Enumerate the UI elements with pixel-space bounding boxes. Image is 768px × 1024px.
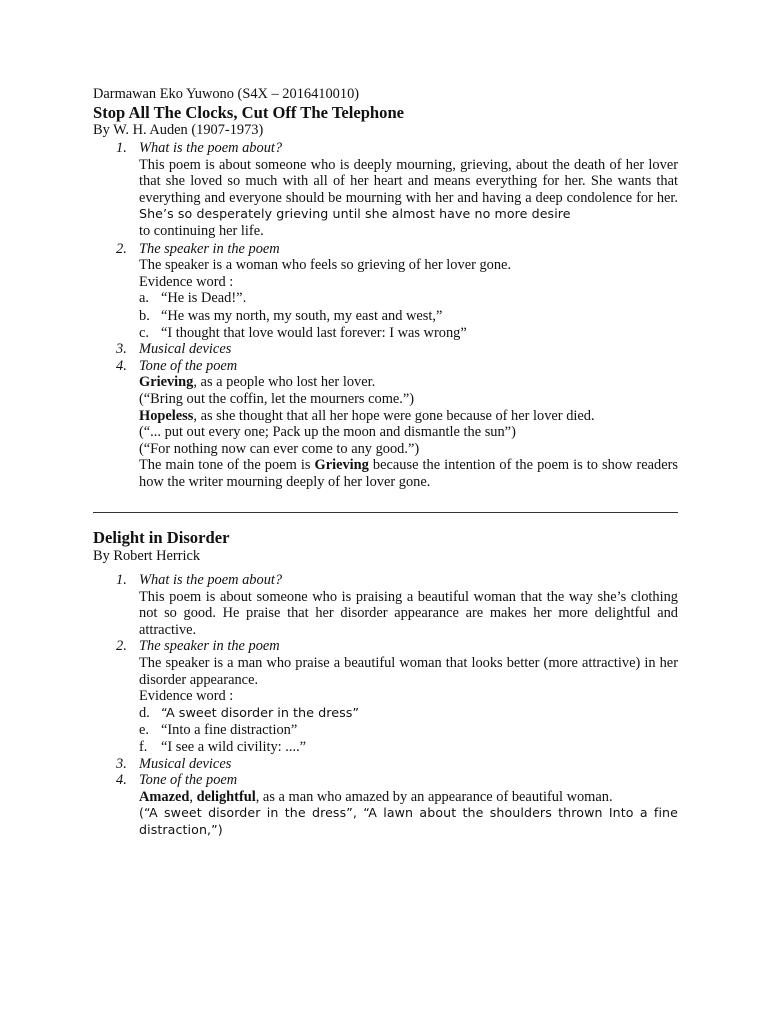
tone-line <box>139 408 678 425</box>
evidence-item <box>139 325 678 342</box>
poem1-byline: By W. H. Auden (1907-1973) <box>93 121 264 138</box>
poem1-question-4 <box>116 358 678 491</box>
evidence-label: Evidence word : <box>139 688 234 705</box>
evidence-letter: f. <box>139 738 148 755</box>
evidence-quote: “He is Dead!” <box>161 290 243 307</box>
poem2-byline: By Robert Herrick <box>93 548 201 564</box>
evidence-quote: “I see a wild civility: ....” <box>161 738 307 755</box>
evidence-letter: a. <box>139 290 149 307</box>
tone-quote: (“Bring out the coffin, let the mourners come.”) <box>139 390 415 407</box>
question-heading: The speaker in the poem <box>139 638 280 655</box>
tone-line <box>139 789 678 806</box>
tone-quote: (“... put out every one; Pack up the moon and dismantle the sun”) <box>139 424 516 441</box>
question-number: 4. <box>116 772 127 789</box>
answer-text-part: to continuing her life. <box>139 222 264 239</box>
question-number: 3. <box>116 755 127 772</box>
poem1-header <box>93 86 678 138</box>
question-heading: What is the poem about? <box>139 572 283 588</box>
question-heading: What is the poem about? <box>139 140 283 156</box>
question-number: 4. <box>116 357 127 374</box>
main-tone-keyword: Grieving <box>314 457 369 474</box>
question-number: 1. <box>116 140 127 156</box>
question-number: 1. <box>116 572 127 588</box>
tone-description: , as a man who amazed by an appearance of beautiful woman. <box>255 788 613 805</box>
question-heading: The speaker in the poem <box>139 240 280 257</box>
evidence-trail: . <box>242 291 247 307</box>
tone-description: , as a people who lost her lover. <box>193 374 376 391</box>
poem1-question-list <box>116 140 678 490</box>
question-heading: Musical devices <box>139 755 232 772</box>
answer-text-part: She’s so desperately grieving until she almost have no more desire <box>139 206 571 222</box>
poem2-question-3 <box>116 756 678 773</box>
evidence-letter: e. <box>139 722 149 739</box>
answer-text: This poem is about someone who is praising a beautiful woman that the way she’s clothing not so good. He praise that her disorder appearance are makes her more delightful and attractive. <box>139 588 678 638</box>
answer-text: The speaker is a man who praise a beautiful woman that looks better (more attractive) in her disorder appearance. <box>139 654 678 688</box>
evidence-item <box>139 308 678 325</box>
tone-quote: (“For nothing now can ever come to any good.”) <box>139 440 420 457</box>
main-tone-paragraph <box>139 457 678 490</box>
tone-description: , as she thought that all her hope were gone because of her lover died. <box>193 407 595 424</box>
question-heading: Tone of the poem <box>139 357 238 374</box>
tone-line <box>139 374 678 391</box>
evidence-item <box>139 290 678 308</box>
tone-quote: (“A sweet disorder in the dress”, “A lawn about the shoulders thrown Into a fine distraction,”) <box>139 805 678 837</box>
poem1-title: Stop All The Clocks, Cut Off The Telephone <box>93 102 405 122</box>
question-number: 2. <box>116 638 127 655</box>
evidence-quote: “I thought that love would last forever: I was wrong” <box>161 324 467 341</box>
poem2-title: Delight in Disorder <box>93 528 230 547</box>
main-tone-text: because the intention of the poem is to show readers how the writer mourning deeply of her lover gone. <box>139 457 679 490</box>
poem2-question-4 <box>116 772 678 838</box>
answer-text: The speaker is a woman who feels so grieving of her lover gone. <box>139 257 512 274</box>
evidence-letter: c. <box>139 324 149 341</box>
poem2-question-list <box>116 572 678 839</box>
answer-text-part: This poem is about someone who is deeply mourning, grieving, about the death of her lover that she loved so much with all of her heart and means everything for her. She wants that everything and everyone should be mourning with her and having a deep condolence for her. <box>139 156 678 206</box>
question-number: 3. <box>116 341 127 358</box>
question-number: 2. <box>116 240 127 257</box>
poem2-question-2 <box>116 638 678 755</box>
student-name-line: Darmawan Eko Yuwono (S4X – 2016410010) <box>93 86 360 102</box>
section-divider <box>93 512 678 513</box>
evidence-quote: “Into a fine distraction” <box>161 722 298 739</box>
poem2-question-1 <box>116 572 678 638</box>
tone-keyword: delightful <box>196 788 256 805</box>
answer-text <box>139 157 678 240</box>
tone-keyword: Hopeless <box>139 407 194 424</box>
main-tone-text: The main tone of the poem is <box>139 457 315 474</box>
evidence-letter: d. <box>139 704 150 721</box>
tone-separator: , <box>189 788 197 805</box>
evidence-quote: “A sweet disorder in the dress” <box>161 705 360 721</box>
evidence-item <box>139 705 678 723</box>
tone-keyword: Amazed <box>139 788 190 805</box>
question-heading: Tone of the poem <box>139 772 238 789</box>
question-heading: Musical devices <box>139 341 232 358</box>
poem1-question-2 <box>116 241 678 342</box>
tone-keyword: Grieving <box>139 374 194 391</box>
evidence-item <box>139 739 678 756</box>
evidence-letter: b. <box>139 307 150 324</box>
poem1-question-3 <box>116 341 678 358</box>
evidence-quote: “He was my north, my south, my east and west,” <box>161 307 443 324</box>
evidence-label: Evidence word : <box>139 273 234 290</box>
poem1-question-1 <box>116 140 678 240</box>
evidence-item <box>139 722 678 739</box>
poem2-header <box>93 528 678 565</box>
